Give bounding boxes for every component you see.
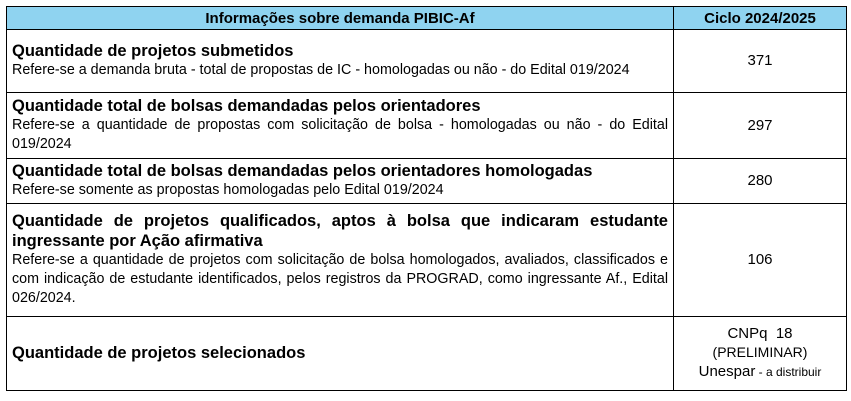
table-row (7, 159, 847, 204)
row-value: 371 (674, 30, 847, 93)
pibic-af-demand-table (6, 6, 847, 391)
row-label-cell (7, 159, 674, 204)
unespar-label: Unespar (698, 363, 756, 380)
table-row (7, 317, 847, 391)
to-distribute-label: - a distribuir (755, 365, 822, 379)
row-value: 297 (674, 93, 847, 159)
header-info: Informações sobre demanda PIBIC-Af (7, 7, 674, 30)
table-row (7, 93, 847, 159)
preliminary-label: (PRELIMINAR) (712, 344, 808, 360)
cnpq-count: CNPq 18 (727, 325, 793, 342)
row-value: 280 (674, 159, 847, 204)
header-cycle: Ciclo 2024/2025 (674, 7, 847, 30)
unespar-line (679, 362, 841, 382)
row-title: Quantidade total de bolsas demandadas pelos orientadores (12, 97, 481, 115)
row-description: Refere-se a quantidade de propostas com solicitação de bolsa - homologadas ou não - do Edital 019/2024 (12, 117, 668, 152)
row-label-cell (7, 204, 674, 317)
selected-value-cell (674, 317, 847, 391)
row-title: Quantidade de projetos qualificados, aptos à bolsa que indicaram estudante ingressante por Ação afirmativa (12, 212, 668, 250)
row-description: Refere-se a quantidade de projetos com solicitação de bolsa homologados, avaliados, classificados e com indicação de estudante identificados, pelos registros da PROGRAD, como ingressante Af., Edital 026/2024. (12, 252, 668, 306)
row-label-cell (7, 30, 674, 93)
row-title: Quantidade total de bolsas demandadas pelos orientadores homologadas (12, 162, 593, 180)
row-value: 106 (674, 204, 847, 317)
table-row (7, 204, 847, 317)
row-description: Refere-se somente as propostas homologadas pelo Edital 019/2024 (12, 182, 444, 198)
table-row (7, 30, 847, 93)
row-label-cell (7, 93, 674, 159)
row-label-cell (7, 317, 674, 391)
table-header-row (7, 7, 847, 30)
row-title: Quantidade de projetos selecionados (12, 344, 306, 362)
row-title: Quantidade de projetos submetidos (12, 42, 294, 60)
row-description: Refere-se a demanda bruta - total de propostas de IC - homologadas ou não - do Edital 019/2024 (12, 62, 630, 78)
document-page (6, 6, 847, 391)
